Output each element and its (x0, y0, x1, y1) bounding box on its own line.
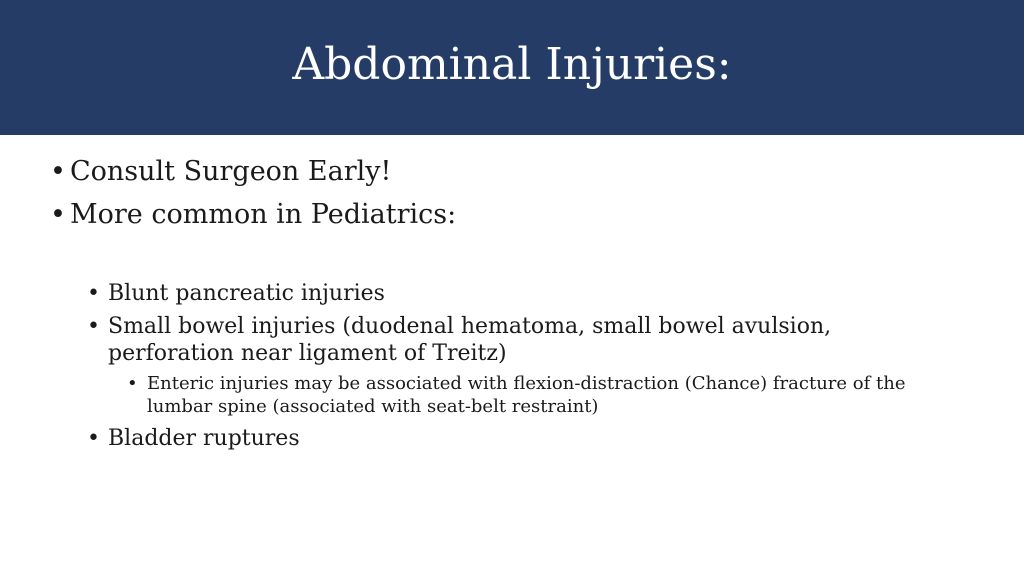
bullet-glyph: • (50, 156, 66, 187)
bullet-glyph: • (87, 426, 100, 451)
bullet-item (50, 156, 980, 188)
slide-title: Abdominal Injuries: (292, 38, 732, 90)
bullet-item (87, 425, 937, 452)
bullet-item (87, 280, 937, 307)
bullet-glyph: • (87, 281, 100, 306)
bullet-text: More common in Pediatrics: (70, 199, 457, 230)
bullet-text: Small bowel injuries (duodenal hematoma, small bowel avulsion, perforation near ligament of Treitz) (108, 314, 832, 366)
bullet-text: Consult Surgeon Early! (70, 156, 392, 187)
bullet-item (127, 372, 967, 418)
bullet-glyph: • (50, 199, 66, 230)
bullet-text: Enteric injuries may be associated with flexion-distraction (Chance) fracture of the lumbar spine (associated with seat-belt restraint) (147, 373, 906, 417)
bullet-text: Blunt pancreatic injuries (108, 281, 385, 306)
bullet-glyph: • (87, 314, 100, 339)
bullet-text: Bladder ruptures (108, 426, 300, 451)
bullet-item (87, 313, 937, 367)
bullet-item (50, 199, 980, 231)
bullet-glyph: • (127, 373, 138, 394)
